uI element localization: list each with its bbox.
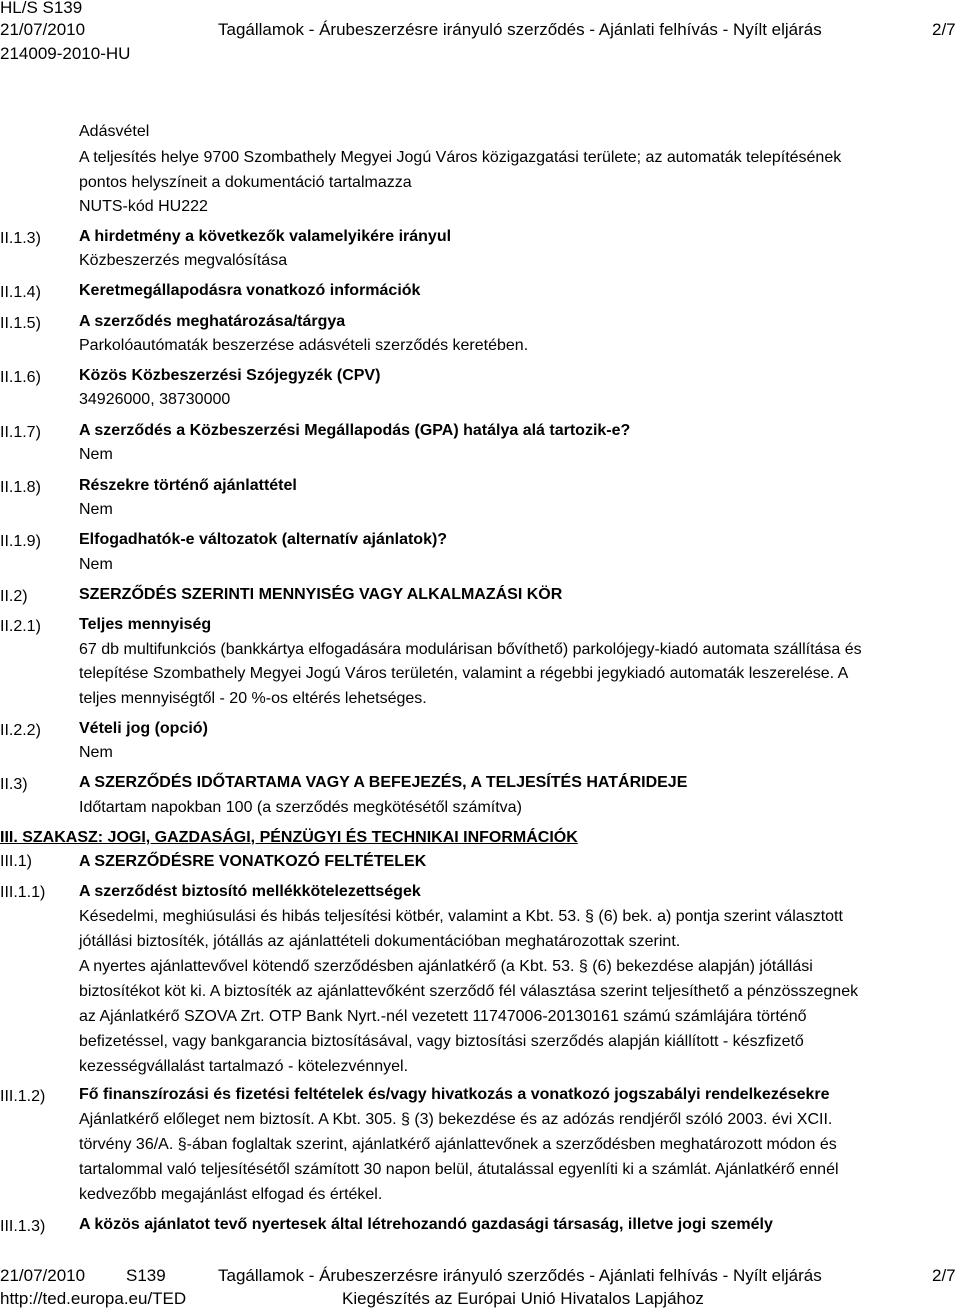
item-number: III.1) [0,853,33,870]
item-text-line: kedvezőbb megajánlást elfogad és értékel. [79,1186,383,1203]
item-value: Parkolóautómaták beszerzése adásvételi szerződés keretében. [79,337,529,354]
item-value: Közbeszerzés megvalósítása [79,252,288,269]
header-page-number: 2/7 [932,20,956,39]
item-text-line: telepítése Szombathely Megyei Jogú Város területén, valamint a régebbi jegykiadó automaták leszerelése. A [79,665,849,682]
item-text-line: törvény 36/A. §-ában foglaltak szerint, ajánlatkérő ajánlattevőnek a szerződésben meghatározott módon és [79,1136,837,1153]
item-text-line: jótállási biztosíték, jótállás az ajánlattételi dokumentációban meghatározottak szerint. [79,933,681,950]
item-text-line: tartalommal való teljesítésétől számított 30 napon belül, átutalással egyenlíti ki a számlát. Ajánlatkérő ennél [79,1161,839,1178]
contract-type-value: Adásvétel [79,123,150,140]
item-text-line: Ajánlatkérő előleget nem biztosít. A Kbt. 305. § (3) bekezdése és az adózás rendjéről szóló 2003. évi XCII. [79,1111,833,1128]
item-value: Nem [79,501,113,518]
header-code: HL/S S139 [0,0,83,17]
item-heading: A szerződés a Közbeszerzési Megállapodás (GPA) hatálya alá tartozik-e? [79,422,631,439]
item-value: Nem [79,446,113,463]
item-heading: A közös ajánlatot tevő nyertesek által létrehozandó gazdasági társaság, illetve jogi személy [79,1216,773,1233]
item-number: II.2) [0,588,28,605]
item-number: II.2.1) [0,618,41,635]
item-text-line: az Ajánlatkérő SZOVA Zrt. OTP Bank Nyrt.-nél vezetett 11747006-20130161 számú számlájára történő [79,1008,807,1025]
item-heading: A szerződést biztosító mellékkötelezettségek [79,883,421,900]
item-heading: Teljes mennyiség [79,616,212,633]
footer-publisher: Kiegészítés az Európai Unió Hivatalos Lapjához [342,1289,704,1308]
item-heading: A szerződés meghatározása/tárgya [79,313,346,330]
item-text-line: A nyertes ajánlattevővel kötendő szerződésben ajánlatkérő (a Kbt. 53. § (6) bekezdése alapján) jótállási [79,958,813,975]
item-text-line: 67 db multifunkciós (bankkártya elfogadására modulárisan bővíthető) parkolójegy-kiadó automata szállítása és [79,641,862,658]
item-number: II.1.9) [0,533,41,550]
item-number: II.1.6) [0,369,41,386]
place-line-2: pontos helyszíneit a dokumentáció tartalmazza [79,174,412,191]
item-heading: A hirdetmény a következők valamelyikére irányul [79,228,452,245]
item-heading: Elfogadhatók-e változatok (alternatív ajánlatok)? [79,531,448,548]
footer-page-number: 2/7 [932,1266,956,1285]
item-number: III.1.2) [0,1088,46,1105]
item-text-line: kezességvállalást tartalmazó - kötelezvénnyel. [79,1058,409,1075]
item-heading: A SZERZŐDÉS IDŐTARTAMA VAGY A BEFEJEZÉS, A TELJESÍTÉS HATÁRIDEJE [79,774,688,791]
header-doc-id: 214009-2010-HU [0,44,131,63]
item-heading: SZERZŐDÉS SZERINTI MENNYISÉG VAGY ALKALMAZÁSI KÖR [79,586,563,603]
footer-url-link[interactable]: http://ted.europa.eu/TED [0,1289,187,1308]
item-number: II.1.3) [0,230,41,247]
item-text-line: teljes mennyiségtől - 20 %-os eltérés lehetséges. [79,690,427,707]
item-number: III.1.3) [0,1218,46,1235]
item-number: II.1.8) [0,479,41,496]
item-heading: Fő finanszírozási és fizetési feltételek és/vagy hivatkozás a vonatkozó jogszabályi rendelkezésekre [79,1086,830,1103]
item-heading: Részekre történő ajánlattétel [79,477,297,494]
item-heading: Keretmegállapodásra vonatkozó információk [79,282,421,299]
item-text-line: biztosítékot köt ki. A biztosíték az ajánlattevőként szerződő fél választása szerint teljesíthető a pénzösszegnek [79,983,859,1000]
item-value: Nem [79,556,113,573]
item-number: II.2.2) [0,722,41,739]
item-number: II.1.4) [0,284,41,301]
item-text-line: befizetéssel, vagy bankgarancia biztosításával, vagy biztosítási szerződés alapján kiállított - készfizető [79,1033,804,1050]
place-line-1: A teljesítés helye 9700 Szombathely Megyei Jogú Város közigazgatási területe; az automaták telepítésének [79,149,842,166]
item-heading: Vételi jog (opció) [79,720,208,737]
footer-title: Tagállamok - Árubeszerzésre irányuló szerződés - Ajánlati felhívás - Nyílt eljárás [218,1266,822,1285]
item-number: III.1.1) [0,884,46,901]
header-date: 21/07/2010 [0,20,86,39]
nuts-code: NUTS-kód HU222 [79,198,208,215]
header-title: Tagállamok - Árubeszerzésre irányuló szerződés - Ajánlati felhívás - Nyílt eljárás [218,20,822,39]
item-value: 34926000, 38730000 [79,391,231,408]
item-number: II.3) [0,776,28,793]
footer-code: S139 [126,1266,166,1285]
item-heading: A SZERZŐDÉSRE VONATKOZÓ FELTÉTELEK [79,853,427,870]
footer-date: 21/07/2010 [0,1266,86,1285]
item-number: II.1.5) [0,315,41,332]
item-heading: Közös Közbeszerzési Szójegyzék (CPV) [79,367,381,384]
section-3-title: III. SZAKASZ: JOGI, GAZDASÁGI, PÉNZÜGYI ÉS TECHNIKAI INFORMÁCIÓK [0,829,578,846]
item-text-line: Késedelmi, meghiúsulási és hibás teljesítési kötbér, valamint a Kbt. 53. § (6) bek. a) pontja szerint választott [79,908,843,925]
item-value: Nem [79,744,113,761]
item-value: Időtartam napokban 100 (a szerződés megkötésétől számítva) [79,799,522,816]
item-number: II.1.7) [0,424,41,441]
